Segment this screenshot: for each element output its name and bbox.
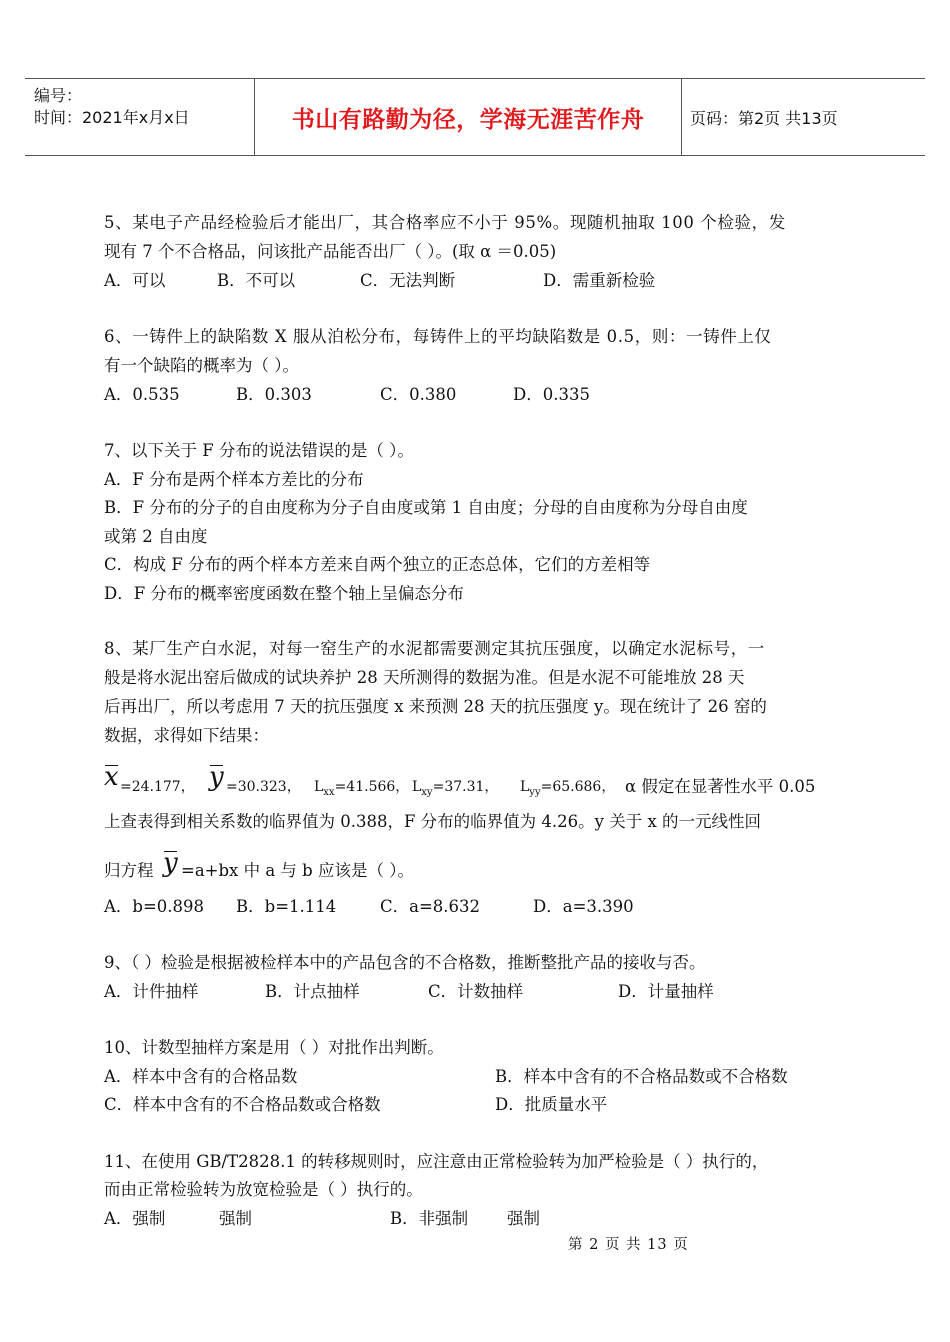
q5-line-2: 现有 7 个不合格品，问该批产品能否出厂（ ）。(取 α ＝0.05) bbox=[104, 242, 557, 261]
q7-option-b-line-1: B．F 分布的分子的自由度称为分子自由度或第 1 自由度；分母的自由度称为分母自由度 bbox=[104, 498, 748, 517]
x-bar-value: =24.177， bbox=[120, 779, 195, 795]
q11-option-b-second: 强制 bbox=[507, 1209, 540, 1228]
q9-option-a: A．计件抽样 bbox=[104, 982, 199, 1001]
q9-option-d: D．计量抽样 bbox=[618, 982, 714, 1001]
q8-line-7-prefix: 归方程 bbox=[104, 861, 154, 880]
q6-option-a: A．0.535 bbox=[104, 385, 180, 404]
document-time-label: 时间：2021年x月x日 bbox=[34, 108, 190, 127]
x-bar-symbol: x bbox=[104, 762, 119, 792]
header-motto-cell bbox=[255, 79, 682, 155]
q8-option-a: A．b=0.898 bbox=[104, 897, 205, 916]
q10-option-b: B．样本中含有的不合格品数或不合格数 bbox=[495, 1067, 788, 1086]
q7-option-a: A．F 分布是两个样本方差比的分布 bbox=[104, 470, 364, 489]
document-number-label: 编号： bbox=[34, 86, 83, 105]
header-meta bbox=[25, 79, 255, 155]
q8-option-b: B．b=1.114 bbox=[236, 897, 337, 916]
q9-option-b: B．计点抽样 bbox=[265, 982, 360, 1001]
lyy-term: $L_{yy}=65.686$， bbox=[520, 779, 616, 798]
q6-line-2: 有一个缺陷的概率为（ ）。 bbox=[104, 356, 299, 375]
q10-option-c: C．样本中含有的不合格品数或合格数 bbox=[104, 1095, 381, 1114]
q8-line-4: 数据，求得如下结果： bbox=[104, 726, 269, 745]
q8-line-3: 后再出厂，所以考虑用 7 天的抗压强度 x 来预测 28 天的抗压强度 y。现在统计了 26 窑的 bbox=[104, 697, 767, 716]
q7-option-d: D．F 分布的概率密度函数在整个轴上呈偏态分布 bbox=[104, 584, 464, 603]
q11-line-1: 11、在使用 GB/T2828.1 的转移规则时，应注意由正常检验转为加严检验是（ ）执行的， bbox=[104, 1152, 769, 1171]
q7-option-c: C．构成 F 分布的两个样本方差来自两个独立的正态总体，它们的方差相等 bbox=[104, 555, 651, 574]
q11-line-2: 而由正常检验转为放宽检验是（ ）执行的。 bbox=[104, 1180, 423, 1199]
q8-significance-text: α 假定在显著性水平 0.05 bbox=[625, 777, 816, 796]
q8-line-6: 上查表得到相关系数的临界值为 0.388，F 分布的临界值为 4.26。y 关于 x 的一元线性回 bbox=[104, 812, 762, 831]
q7-option-b-line-2: 或第 2 自由度 bbox=[104, 527, 208, 546]
q6-option-d: D．0.335 bbox=[513, 385, 590, 404]
q6-line-1: 6、一铸件上的缺陷数 X 服从泊松分布，每铸件上的平均缺陷数是 0.5，则：一铸件上仅 bbox=[104, 327, 772, 346]
regression-y-symbol: y bbox=[163, 848, 178, 878]
q10-line-1: 10、计数型抽样方案是用（ ）对批作出判断。 bbox=[104, 1038, 444, 1057]
header-motto: 书山有路勤为径，学海无涯苦作舟 bbox=[291, 106, 645, 133]
page-footer: 第 2 页 共 13 页 bbox=[568, 1237, 689, 1253]
header-page-label: 页码：第2页 共13页 bbox=[690, 108, 838, 128]
q9-option-c: C．计数抽样 bbox=[428, 982, 524, 1001]
q8-option-d: D．a=3.390 bbox=[533, 897, 634, 916]
page-header bbox=[25, 78, 925, 156]
q5-line-1: 5、某电子产品经检验后才能出厂，其合格率应不小于 95%。现随机抽取 100 个检验，发 bbox=[104, 213, 786, 232]
q9-line-1: 9、（ ）检验是根据被检样本中的产品包含的不合格数，推断整批产品的接收与否。 bbox=[104, 953, 706, 972]
lxx-term: $L_{xx}=41.566$， bbox=[314, 779, 410, 798]
y-bar-symbol: y bbox=[209, 762, 224, 792]
q5-option-a: A．可以 bbox=[104, 271, 166, 290]
q5-option-d: D．需重新检验 bbox=[543, 271, 656, 290]
q6-option-b: B．0.303 bbox=[236, 385, 312, 404]
q11-option-a: A．强制 bbox=[104, 1209, 166, 1228]
q5-option-c: C．无法判断 bbox=[360, 271, 456, 290]
q7-line-1: 7、以下关于 F 分布的说法错误的是（ ）。 bbox=[104, 441, 414, 460]
q8-line-2: 般是将水泥出窑后做成的试块养护 28 天所测得的数据为准。但是水泥不可能堆放 28 天 bbox=[104, 668, 745, 687]
lxy-term: $L_{xy}=37.31$， bbox=[412, 779, 499, 798]
q6-option-c: C．0.380 bbox=[380, 385, 457, 404]
header-page-cell bbox=[682, 79, 925, 155]
y-bar-value: =30.323， bbox=[226, 779, 301, 795]
q8-line-7-suffix: =a+bx 中 a 与 b 应该是（ ）。 bbox=[181, 861, 414, 880]
q8-line-1: 8、某厂生产白水泥，对每一窑生产的水泥都需要测定其抗压强度，以确定水泥标号，一 bbox=[104, 639, 765, 658]
q5-option-b: B．不可以 bbox=[217, 271, 296, 290]
q8-option-c: C．a=8.632 bbox=[380, 897, 481, 916]
q11-option-b: B．非强制 bbox=[390, 1209, 469, 1228]
q11-option-a-second: 强制 bbox=[219, 1209, 252, 1228]
q10-option-d: D．批质量水平 bbox=[495, 1095, 608, 1114]
q10-option-a: A．样本中含有的合格品数 bbox=[104, 1067, 298, 1086]
